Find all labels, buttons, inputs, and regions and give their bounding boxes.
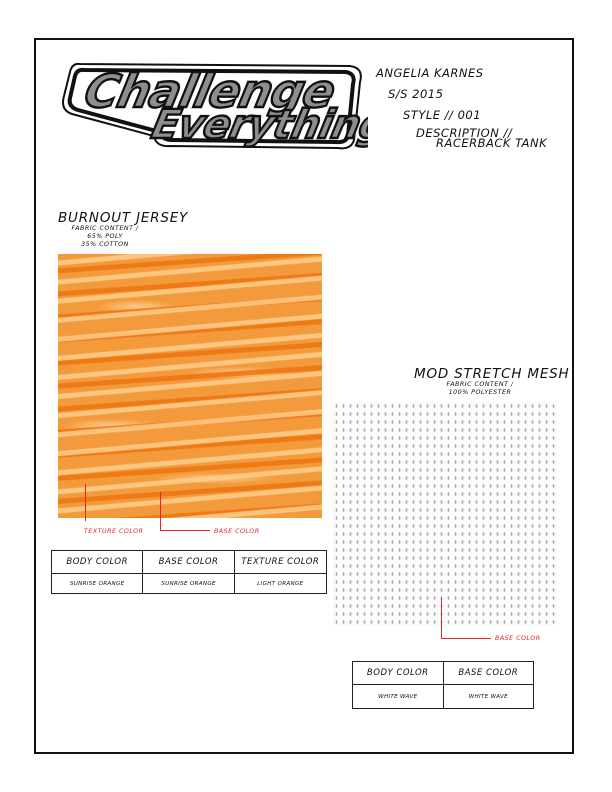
- table-cell: SUNRISE ORANGE: [143, 574, 234, 594]
- mesh-base-callout-line-horizontal: [441, 638, 491, 639]
- fabric-content-mesh: [440, 381, 520, 397]
- base-callout-line-horizontal: [160, 530, 210, 531]
- table-cell: LIGHT ORANGE: [234, 574, 326, 594]
- mesh-base-callout-line-vertical: [441, 598, 442, 638]
- burnout-jersey-swatch: [58, 254, 322, 518]
- mesh-color-table: [352, 661, 534, 709]
- fabric-title-burnout-jersey: BURNOUT JERSEY: [58, 210, 189, 226]
- table-header-row: [52, 551, 327, 574]
- base-callout-line-vertical: [160, 492, 161, 530]
- svg-text:Everything: Everything: [147, 100, 368, 148]
- table-header: BASE COLOR: [443, 662, 533, 685]
- svg-text:Challenge: Challenge: [79, 64, 340, 118]
- burnout-color-table: [51, 550, 327, 594]
- table-header: TEXTURE COLOR: [234, 551, 326, 574]
- mod-stretch-mesh-swatch: [333, 402, 556, 626]
- challenge-everything-logo: [58, 52, 368, 152]
- fabric-content-label: FABRIC CONTENT /: [446, 381, 514, 388]
- table-header: BODY COLOR: [353, 662, 444, 685]
- texture-color-callout: TEXTURE COLOR: [84, 528, 144, 535]
- table-header-row: [353, 662, 534, 685]
- season: S/S 2015: [388, 87, 444, 101]
- mesh-base-color-callout: BASE COLOR: [495, 635, 541, 642]
- table-cell: SUNRISE ORANGE: [52, 574, 143, 594]
- fabric-content-label: FABRIC CONTENT /: [71, 225, 139, 232]
- texture-callout-line: [85, 484, 86, 521]
- table-header: BODY COLOR: [52, 551, 143, 574]
- table-header: BASE COLOR: [143, 551, 234, 574]
- designer-name: ANGELIA KARNES: [376, 66, 484, 80]
- table-row: [353, 685, 534, 709]
- fabric-content-line: 35% COTTON: [81, 241, 129, 248]
- description-label: DESCRIPTION //: [416, 126, 513, 140]
- fabric-content-line: 65% POLY: [87, 233, 123, 240]
- description-value: RACERBACK TANK: [436, 136, 548, 150]
- fabric-content-burnout: [70, 225, 140, 249]
- style-number: STYLE // 001: [403, 108, 482, 122]
- base-color-callout: BASE COLOR: [214, 528, 260, 535]
- fabric-content-line: 100% POLYESTER: [448, 389, 512, 396]
- table-row: [52, 574, 327, 594]
- table-cell: WHITE WAVE: [443, 685, 533, 709]
- fabric-title-mod-stretch-mesh: MOD STRETCH MESH: [414, 366, 570, 382]
- table-cell: WHITE WAVE: [353, 685, 444, 709]
